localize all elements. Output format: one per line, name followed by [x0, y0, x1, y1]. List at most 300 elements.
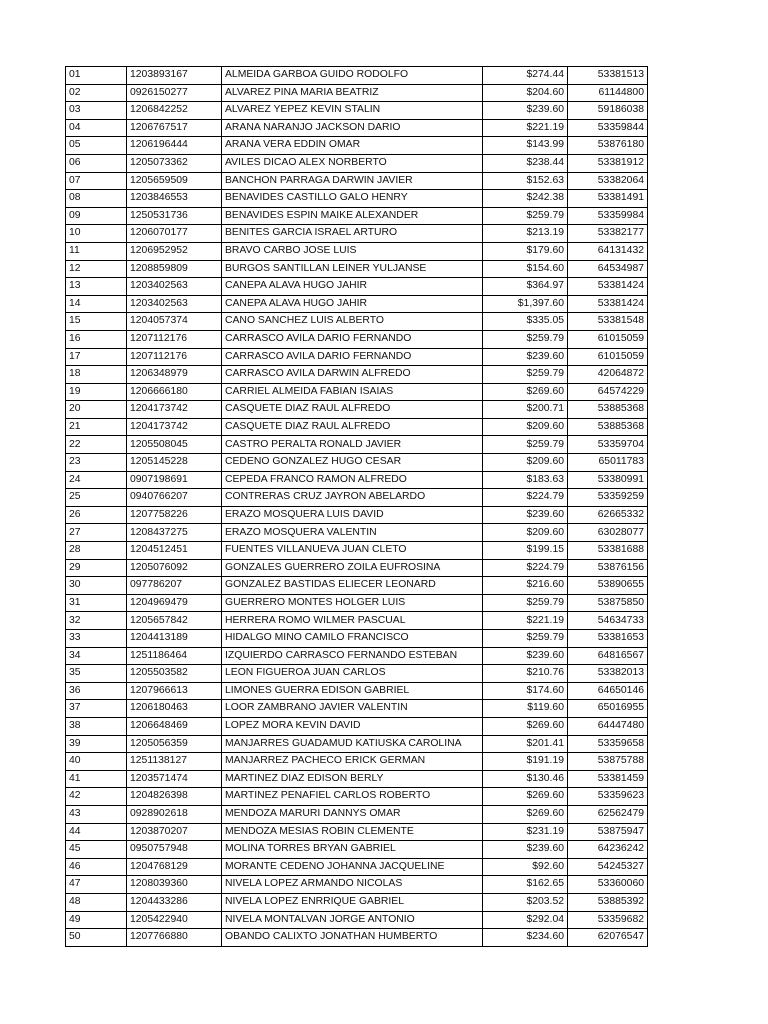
id-number-cell: 1203571474	[127, 770, 222, 788]
id-number-cell: 0940766207	[127, 489, 222, 507]
id-number-cell: 0928902618	[127, 805, 222, 823]
full-name-cell: GUERRERO MONTES HOLGER LUIS	[222, 594, 483, 612]
amount-cell: $162.65	[483, 876, 568, 894]
amount-cell: $269.60	[483, 788, 568, 806]
amount-cell: $259.79	[483, 207, 568, 225]
code-cell: 53381424	[568, 278, 648, 296]
full-name-cell: BANCHON PARRAGA DARWIN JAVIER	[222, 172, 483, 190]
amount-cell: $209.60	[483, 454, 568, 472]
table-row	[66, 295, 648, 313]
row-number-cell: 17	[66, 348, 127, 366]
amount-cell: $239.60	[483, 506, 568, 524]
full-name-cell: BENAVIDES ESPIN MAIKE ALEXANDER	[222, 207, 483, 225]
full-name-cell: CARRASCO AVILA DARIO FERNANDO	[222, 330, 483, 348]
table-row	[66, 489, 648, 507]
full-name-cell: LIMONES GUERRA EDISON GABRIEL	[222, 682, 483, 700]
full-name-cell: CASQUETE DIAZ RAUL ALFREDO	[222, 418, 483, 436]
code-cell: 64650146	[568, 682, 648, 700]
code-cell: 53382177	[568, 225, 648, 243]
id-number-cell: 0926150277	[127, 84, 222, 102]
id-number-cell: 1203870207	[127, 823, 222, 841]
id-number-cell: 097786207	[127, 577, 222, 595]
id-number-cell: 1207112176	[127, 330, 222, 348]
id-number-cell: 1205657842	[127, 612, 222, 630]
full-name-cell: MANJARREZ PACHECO ERICK GERMAN	[222, 753, 483, 771]
id-number-cell: 1206348979	[127, 366, 222, 384]
table-row	[66, 348, 648, 366]
records-table-body	[66, 67, 648, 947]
full-name-cell: ALVAREZ PINA MARIA BEATRIZ	[222, 84, 483, 102]
full-name-cell: CARRASCO AVILA DARWIN ALFREDO	[222, 366, 483, 384]
row-number-cell: 18	[66, 366, 127, 384]
table-row	[66, 102, 648, 120]
code-cell: 65011783	[568, 454, 648, 472]
row-number-cell: 29	[66, 559, 127, 577]
full-name-cell: ERAZO MOSQUERA LUIS DAVID	[222, 506, 483, 524]
table-row	[66, 682, 648, 700]
code-cell: 53381424	[568, 295, 648, 313]
row-number-cell: 40	[66, 753, 127, 771]
id-number-cell: 1205076092	[127, 559, 222, 577]
code-cell: 53381912	[568, 154, 648, 172]
full-name-cell: BENITES GARCIA ISRAEL ARTURO	[222, 225, 483, 243]
id-number-cell: 1203402563	[127, 295, 222, 313]
table-row	[66, 401, 648, 419]
row-number-cell: 05	[66, 137, 127, 155]
row-number-cell: 21	[66, 418, 127, 436]
amount-cell: $1,397.60	[483, 295, 568, 313]
amount-cell: $210.76	[483, 665, 568, 683]
full-name-cell: CANEPA ALAVA HUGO JAHIR	[222, 278, 483, 296]
row-number-cell: 06	[66, 154, 127, 172]
amount-cell: $231.19	[483, 823, 568, 841]
row-number-cell: 47	[66, 876, 127, 894]
amount-cell: $239.60	[483, 841, 568, 859]
id-number-cell: 1208437275	[127, 524, 222, 542]
amount-cell: $238.44	[483, 154, 568, 172]
amount-cell: $199.15	[483, 542, 568, 560]
amount-cell: $213.19	[483, 225, 568, 243]
row-number-cell: 35	[66, 665, 127, 683]
full-name-cell: CARRIEL ALMEIDA FABIAN ISAIAS	[222, 383, 483, 401]
row-number-cell: 44	[66, 823, 127, 841]
amount-cell: $224.79	[483, 559, 568, 577]
amount-cell: $216.60	[483, 577, 568, 595]
row-number-cell: 39	[66, 735, 127, 753]
code-cell: 53876180	[568, 137, 648, 155]
table-row	[66, 823, 648, 841]
id-number-cell: 1207766880	[127, 929, 222, 947]
id-number-cell: 1204173742	[127, 401, 222, 419]
full-name-cell: BURGOS SANTILLAN LEINER YULJANSE	[222, 260, 483, 278]
code-cell: 53380991	[568, 471, 648, 489]
table-row	[66, 242, 648, 260]
row-number-cell: 20	[66, 401, 127, 419]
table-row	[66, 665, 648, 683]
table-row	[66, 67, 648, 85]
table-row	[66, 330, 648, 348]
code-cell: 53381459	[568, 770, 648, 788]
code-cell: 63028077	[568, 524, 648, 542]
id-number-cell: 0950757948	[127, 841, 222, 859]
id-number-cell: 1204512451	[127, 542, 222, 560]
code-cell: 64534987	[568, 260, 648, 278]
row-number-cell: 38	[66, 717, 127, 735]
code-cell: 65016955	[568, 700, 648, 718]
id-number-cell: 1206070177	[127, 225, 222, 243]
amount-cell: $239.60	[483, 102, 568, 120]
table-row	[66, 84, 648, 102]
code-cell: 53381548	[568, 313, 648, 331]
code-cell: 64236242	[568, 841, 648, 859]
table-row	[66, 612, 648, 630]
row-number-cell: 50	[66, 929, 127, 947]
amount-cell: $239.60	[483, 348, 568, 366]
id-number-cell: 1204413189	[127, 630, 222, 648]
code-cell: 53359844	[568, 119, 648, 137]
row-number-cell: 30	[66, 577, 127, 595]
id-number-cell: 1251138127	[127, 753, 222, 771]
amount-cell: $221.19	[483, 119, 568, 137]
table-row	[66, 436, 648, 454]
code-cell: 53885392	[568, 893, 648, 911]
row-number-cell: 42	[66, 788, 127, 806]
table-row	[66, 858, 648, 876]
row-number-cell: 16	[66, 330, 127, 348]
table-row	[66, 630, 648, 648]
code-cell: 53875947	[568, 823, 648, 841]
code-cell: 61144800	[568, 84, 648, 102]
full-name-cell: AVILES DICAO ALEX NORBERTO	[222, 154, 483, 172]
code-cell: 64816567	[568, 647, 648, 665]
table-row	[66, 119, 648, 137]
row-number-cell: 19	[66, 383, 127, 401]
full-name-cell: CANEPA ALAVA HUGO JAHIR	[222, 295, 483, 313]
row-number-cell: 02	[66, 84, 127, 102]
code-cell: 53885368	[568, 418, 648, 436]
code-cell: 64574229	[568, 383, 648, 401]
amount-cell: $209.60	[483, 524, 568, 542]
id-number-cell: 1203846553	[127, 190, 222, 208]
code-cell: 53382064	[568, 172, 648, 190]
code-cell: 54634733	[568, 612, 648, 630]
table-row	[66, 735, 648, 753]
code-cell: 61015059	[568, 348, 648, 366]
row-number-cell: 04	[66, 119, 127, 137]
full-name-cell: ARANA VERA EDDIN OMAR	[222, 137, 483, 155]
row-number-cell: 12	[66, 260, 127, 278]
row-number-cell: 33	[66, 630, 127, 648]
full-name-cell: CEDENO GONZALEZ HUGO CESAR	[222, 454, 483, 472]
amount-cell: $143.99	[483, 137, 568, 155]
table-row	[66, 454, 648, 472]
id-number-cell: 1203893167	[127, 67, 222, 85]
id-number-cell: 1207758226	[127, 506, 222, 524]
row-number-cell: 36	[66, 682, 127, 700]
row-number-cell: 25	[66, 489, 127, 507]
table-row	[66, 911, 648, 929]
table-row	[66, 366, 648, 384]
row-number-cell: 13	[66, 278, 127, 296]
row-number-cell: 22	[66, 436, 127, 454]
table-row	[66, 524, 648, 542]
row-number-cell: 31	[66, 594, 127, 612]
code-cell: 53359682	[568, 911, 648, 929]
id-number-cell: 1207966613	[127, 682, 222, 700]
amount-cell: $269.60	[483, 717, 568, 735]
code-cell: 42064872	[568, 366, 648, 384]
id-number-cell: 1205056359	[127, 735, 222, 753]
table-row	[66, 154, 648, 172]
amount-cell: $221.19	[483, 612, 568, 630]
amount-cell: $209.60	[483, 418, 568, 436]
full-name-cell: ARANA NARANJO JACKSON DARIO	[222, 119, 483, 137]
full-name-cell: CARRASCO AVILA DARIO FERNANDO	[222, 348, 483, 366]
id-number-cell: 1206842252	[127, 102, 222, 120]
code-cell: 53381491	[568, 190, 648, 208]
amount-cell: $292.04	[483, 911, 568, 929]
full-name-cell: GONZALES GUERRERO ZOILA EUFROSINA	[222, 559, 483, 577]
amount-cell: $269.60	[483, 383, 568, 401]
row-number-cell: 24	[66, 471, 127, 489]
id-number-cell: 1204768129	[127, 858, 222, 876]
amount-cell: $259.79	[483, 366, 568, 384]
full-name-cell: FUENTES VILLANUEVA JUAN CLETO	[222, 542, 483, 560]
code-cell: 53890655	[568, 577, 648, 595]
amount-cell: $179.60	[483, 242, 568, 260]
full-name-cell: LOOR ZAMBRANO JAVIER VALENTIN	[222, 700, 483, 718]
full-name-cell: ALVAREZ YEPEZ KEVIN STALIN	[222, 102, 483, 120]
code-cell: 53359704	[568, 436, 648, 454]
full-name-cell: ALMEIDA GARBOA GUIDO RODOLFO	[222, 67, 483, 85]
amount-cell: $259.79	[483, 436, 568, 454]
table-row	[66, 700, 648, 718]
amount-cell: $204.60	[483, 84, 568, 102]
table-row	[66, 190, 648, 208]
row-number-cell: 08	[66, 190, 127, 208]
code-cell: 53381653	[568, 630, 648, 648]
row-number-cell: 37	[66, 700, 127, 718]
row-number-cell: 11	[66, 242, 127, 260]
full-name-cell: LEON FIGUEROA JUAN CARLOS	[222, 665, 483, 683]
table-row	[66, 313, 648, 331]
amount-cell: $239.60	[483, 647, 568, 665]
table-row	[66, 893, 648, 911]
row-number-cell: 45	[66, 841, 127, 859]
code-cell: 62076547	[568, 929, 648, 947]
full-name-cell: MARTINEZ DIAZ EDISON BERLY	[222, 770, 483, 788]
code-cell: 54245327	[568, 858, 648, 876]
amount-cell: $92.60	[483, 858, 568, 876]
table-row	[66, 788, 648, 806]
amount-cell: $130.46	[483, 770, 568, 788]
row-number-cell: 26	[66, 506, 127, 524]
row-number-cell: 28	[66, 542, 127, 560]
table-row	[66, 577, 648, 595]
row-number-cell: 23	[66, 454, 127, 472]
full-name-cell: IZQUIERDO CARRASCO FERNANDO ESTEBAN	[222, 647, 483, 665]
full-name-cell: CEPEDA FRANCO RAMON ALFREDO	[222, 471, 483, 489]
code-cell: 53885368	[568, 401, 648, 419]
full-name-cell: GONZALEZ BASTIDAS ELIECER LEONARD	[222, 577, 483, 595]
code-cell: 62562479	[568, 805, 648, 823]
amount-cell: $154.60	[483, 260, 568, 278]
amount-cell: $242.38	[483, 190, 568, 208]
full-name-cell: LOPEZ MORA KEVIN DAVID	[222, 717, 483, 735]
id-number-cell: 1251186464	[127, 647, 222, 665]
code-cell: 64447480	[568, 717, 648, 735]
amount-cell: $335.05	[483, 313, 568, 331]
code-cell: 53359259	[568, 489, 648, 507]
row-number-cell: 03	[66, 102, 127, 120]
id-number-cell: 1205508045	[127, 436, 222, 454]
code-cell: 53359623	[568, 788, 648, 806]
code-cell: 53875788	[568, 753, 648, 771]
row-number-cell: 46	[66, 858, 127, 876]
amount-cell: $224.79	[483, 489, 568, 507]
id-number-cell: 1206196444	[127, 137, 222, 155]
id-number-cell: 1206666180	[127, 383, 222, 401]
full-name-cell: BENAVIDES CASTILLO GALO HENRY	[222, 190, 483, 208]
amount-cell: $200.71	[483, 401, 568, 419]
full-name-cell: MORANTE CEDENO JOHANNA JACQUELINE	[222, 858, 483, 876]
table-row	[66, 225, 648, 243]
row-number-cell: 41	[66, 770, 127, 788]
row-number-cell: 07	[66, 172, 127, 190]
table-row	[66, 753, 648, 771]
table-row	[66, 805, 648, 823]
code-cell: 64131432	[568, 242, 648, 260]
full-name-cell: CANO SANCHEZ LUIS ALBERTO	[222, 313, 483, 331]
full-name-cell: MENDOZA MESIAS ROBIN CLEMENTE	[222, 823, 483, 841]
full-name-cell: HIDALGO MINO CAMILO FRANCISCO	[222, 630, 483, 648]
row-number-cell: 48	[66, 893, 127, 911]
amount-cell: $203.52	[483, 893, 568, 911]
records-table	[65, 66, 648, 947]
amount-cell: $274.44	[483, 67, 568, 85]
amount-cell: $259.79	[483, 594, 568, 612]
row-number-cell: 43	[66, 805, 127, 823]
row-number-cell: 14	[66, 295, 127, 313]
id-number-cell: 1204433286	[127, 893, 222, 911]
id-number-cell: 1206648469	[127, 717, 222, 735]
table-row	[66, 260, 648, 278]
amount-cell: $183.63	[483, 471, 568, 489]
amount-cell: $259.79	[483, 330, 568, 348]
id-number-cell: 1205073362	[127, 154, 222, 172]
records-sheet	[65, 66, 647, 947]
full-name-cell: CONTRERAS CRUZ JAYRON ABELARDO	[222, 489, 483, 507]
row-number-cell: 34	[66, 647, 127, 665]
full-name-cell: NIVELA LOPEZ ARMANDO NICOLAS	[222, 876, 483, 894]
table-row	[66, 717, 648, 735]
table-row	[66, 594, 648, 612]
amount-cell: $201.41	[483, 735, 568, 753]
code-cell: 53381688	[568, 542, 648, 560]
row-number-cell: 01	[66, 67, 127, 85]
full-name-cell: MOLINA TORRES BRYAN GABRIEL	[222, 841, 483, 859]
code-cell: 62665332	[568, 506, 648, 524]
row-number-cell: 09	[66, 207, 127, 225]
amount-cell: $269.60	[483, 805, 568, 823]
full-name-cell: HERRERA ROMO WILMER PASCUAL	[222, 612, 483, 630]
full-name-cell: OBANDO CALIXTO JONATHAN HUMBERTO	[222, 929, 483, 947]
id-number-cell: 1207112176	[127, 348, 222, 366]
table-row	[66, 383, 648, 401]
id-number-cell: 1208859809	[127, 260, 222, 278]
table-row	[66, 876, 648, 894]
amount-cell: $191.19	[483, 753, 568, 771]
amount-cell: $174.60	[483, 682, 568, 700]
full-name-cell: CASTRO PERALTA RONALD JAVIER	[222, 436, 483, 454]
table-row	[66, 207, 648, 225]
row-number-cell: 15	[66, 313, 127, 331]
table-row	[66, 542, 648, 560]
code-cell: 53382013	[568, 665, 648, 683]
id-number-cell: 1206767517	[127, 119, 222, 137]
id-number-cell: 1205422940	[127, 911, 222, 929]
full-name-cell: MENDOZA MARURI DANNYS OMAR	[222, 805, 483, 823]
table-row	[66, 559, 648, 577]
code-cell: 61015059	[568, 330, 648, 348]
full-name-cell: MANJARRES GUADAMUD KATIUSKA CAROLINA	[222, 735, 483, 753]
id-number-cell: 1203402563	[127, 278, 222, 296]
table-row	[66, 647, 648, 665]
row-number-cell: 10	[66, 225, 127, 243]
full-name-cell: NIVELA MONTALVAN JORGE ANTONIO	[222, 911, 483, 929]
full-name-cell: MARTINEZ PENAFIEL CARLOS ROBERTO	[222, 788, 483, 806]
table-row	[66, 841, 648, 859]
full-name-cell: NIVELA LOPEZ ENRRIQUE GABRIEL	[222, 893, 483, 911]
row-number-cell: 49	[66, 911, 127, 929]
code-cell: 53381513	[568, 67, 648, 85]
full-name-cell: ERAZO MOSQUERA VALENTIN	[222, 524, 483, 542]
id-number-cell: 1205659509	[127, 172, 222, 190]
id-number-cell: 1204969479	[127, 594, 222, 612]
table-row	[66, 278, 648, 296]
id-number-cell: 1204173742	[127, 418, 222, 436]
id-number-cell: 1206952952	[127, 242, 222, 260]
table-row	[66, 137, 648, 155]
row-number-cell: 32	[66, 612, 127, 630]
code-cell: 53875850	[568, 594, 648, 612]
table-row	[66, 929, 648, 947]
amount-cell: $234.60	[483, 929, 568, 947]
id-number-cell: 1205503582	[127, 665, 222, 683]
id-number-cell: 0907198691	[127, 471, 222, 489]
table-row	[66, 471, 648, 489]
code-cell: 53359658	[568, 735, 648, 753]
code-cell: 53876156	[568, 559, 648, 577]
code-cell: 59186038	[568, 102, 648, 120]
amount-cell: $152.63	[483, 172, 568, 190]
id-number-cell: 1204826398	[127, 788, 222, 806]
code-cell: 53360060	[568, 876, 648, 894]
row-number-cell: 27	[66, 524, 127, 542]
amount-cell: $364.97	[483, 278, 568, 296]
table-row	[66, 172, 648, 190]
id-number-cell: 1204057374	[127, 313, 222, 331]
amount-cell: $259.79	[483, 630, 568, 648]
id-number-cell: 1205145228	[127, 454, 222, 472]
amount-cell: $119.60	[483, 700, 568, 718]
id-number-cell: 1206180463	[127, 700, 222, 718]
table-row	[66, 770, 648, 788]
code-cell: 53359984	[568, 207, 648, 225]
full-name-cell: CASQUETE DIAZ RAUL ALFREDO	[222, 401, 483, 419]
table-row	[66, 506, 648, 524]
id-number-cell: 1208039360	[127, 876, 222, 894]
